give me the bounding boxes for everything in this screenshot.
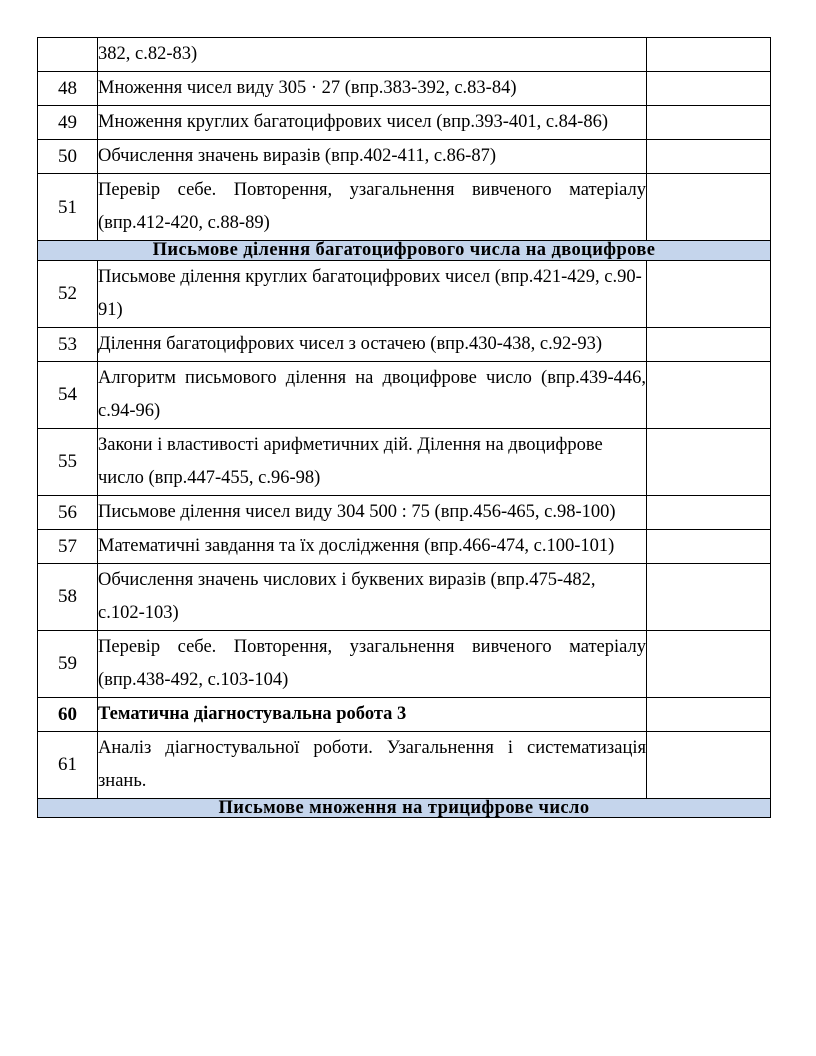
lesson-note-cell[interactable] (647, 495, 771, 529)
lesson-plan-table (37, 37, 771, 818)
lesson-number-cell: 60 (38, 697, 98, 731)
lesson-note-cell[interactable] (647, 38, 771, 72)
lesson-topic-cell: Перевір себе. Повторення, узагальнення вивченого матеріалу (впр.412-420, с.88-89) (98, 174, 647, 241)
lesson-note-cell[interactable] (647, 630, 771, 697)
table-row (38, 72, 771, 106)
lesson-topic-cell: Письмове ділення круглих багатоцифрових чисел (впр.421-429, с.90-91) (98, 260, 647, 327)
table-row (38, 327, 771, 361)
lesson-note-cell[interactable] (647, 361, 771, 428)
table-row (38, 260, 771, 327)
table-row (38, 731, 771, 798)
lesson-topic-cell: Алгоритм письмового ділення на двоцифрове число (впр.439-446, с.94-96) (98, 361, 647, 428)
lesson-note-cell[interactable] (647, 72, 771, 106)
lesson-note-cell[interactable] (647, 140, 771, 174)
lesson-number-cell: 61 (38, 731, 98, 798)
lesson-number-cell: 53 (38, 327, 98, 361)
section-header-title: Письмове ділення багатоцифрового числа на двоцифрове (38, 241, 771, 261)
lesson-topic-cell: Письмове ділення чисел виду 304 500 : 75 (впр.456-465, с.98-100) (98, 495, 647, 529)
table-row (38, 563, 771, 630)
table-row (38, 361, 771, 428)
lesson-note-cell[interactable] (647, 174, 771, 241)
lesson-note-cell[interactable] (647, 563, 771, 630)
table-row (38, 428, 771, 495)
lesson-topic-cell: Аналіз діагностувальної роботи. Узагальнення і систематизація знань. (98, 731, 647, 798)
lesson-topic-cell: 382, с.82-83) (98, 38, 647, 72)
lesson-topic-cell: Множення чисел виду 305 · 27 (впр.383-392, с.83-84) (98, 72, 647, 106)
lesson-plan-table-body (38, 38, 771, 818)
lesson-number-cell (38, 38, 98, 72)
lesson-number-cell: 55 (38, 428, 98, 495)
table-row (38, 495, 771, 529)
lesson-topic-cell: Тематична діагностувальна робота 3 (98, 697, 647, 731)
lesson-topic-cell: Множення круглих багатоцифрових чисел (впр.393-401, с.84-86) (98, 106, 647, 140)
lesson-note-cell[interactable] (647, 529, 771, 563)
lesson-note-cell[interactable] (647, 327, 771, 361)
table-row (38, 140, 771, 174)
section-header-row (38, 241, 771, 261)
lesson-note-cell[interactable] (647, 260, 771, 327)
lesson-number-cell: 50 (38, 140, 98, 174)
lesson-note-cell[interactable] (647, 731, 771, 798)
lesson-number-cell: 52 (38, 260, 98, 327)
table-row (38, 529, 771, 563)
table-row (38, 697, 771, 731)
lesson-number-cell: 48 (38, 72, 98, 106)
lesson-number-cell: 57 (38, 529, 98, 563)
lesson-number-cell: 58 (38, 563, 98, 630)
table-row (38, 106, 771, 140)
lesson-note-cell[interactable] (647, 106, 771, 140)
lesson-number-cell: 54 (38, 361, 98, 428)
lesson-topic-cell: Обчислення значень числових і буквених виразів (впр.475-482, с.102-103) (98, 563, 647, 630)
table-row (38, 174, 771, 241)
lesson-topic-cell: Математичні завдання та їх дослідження (впр.466-474, с.100-101) (98, 529, 647, 563)
lesson-number-cell: 59 (38, 630, 98, 697)
lesson-topic-cell: Перевір себе. Повторення, узагальнення вивченого матеріалу (впр.438-492, с.103-104) (98, 630, 647, 697)
table-row (38, 38, 771, 72)
lesson-note-cell[interactable] (647, 697, 771, 731)
section-header-title: Письмове множення на трицифрове число (38, 798, 771, 818)
lesson-note-cell[interactable] (647, 428, 771, 495)
lesson-topic-cell: Обчислення значень виразів (впр.402-411, с.86-87) (98, 140, 647, 174)
section-header-row (38, 798, 771, 818)
lesson-number-cell: 56 (38, 495, 98, 529)
table-row (38, 630, 771, 697)
lesson-number-cell: 49 (38, 106, 98, 140)
lesson-topic-cell: Закони і властивості арифметичних дій. Ділення на двоцифрове число (впр.447-455, с.96-98) (98, 428, 647, 495)
lesson-number-cell: 51 (38, 174, 98, 241)
lesson-topic-cell: Ділення багатоцифрових чисел з остачею (впр.430-438, с.92-93) (98, 327, 647, 361)
